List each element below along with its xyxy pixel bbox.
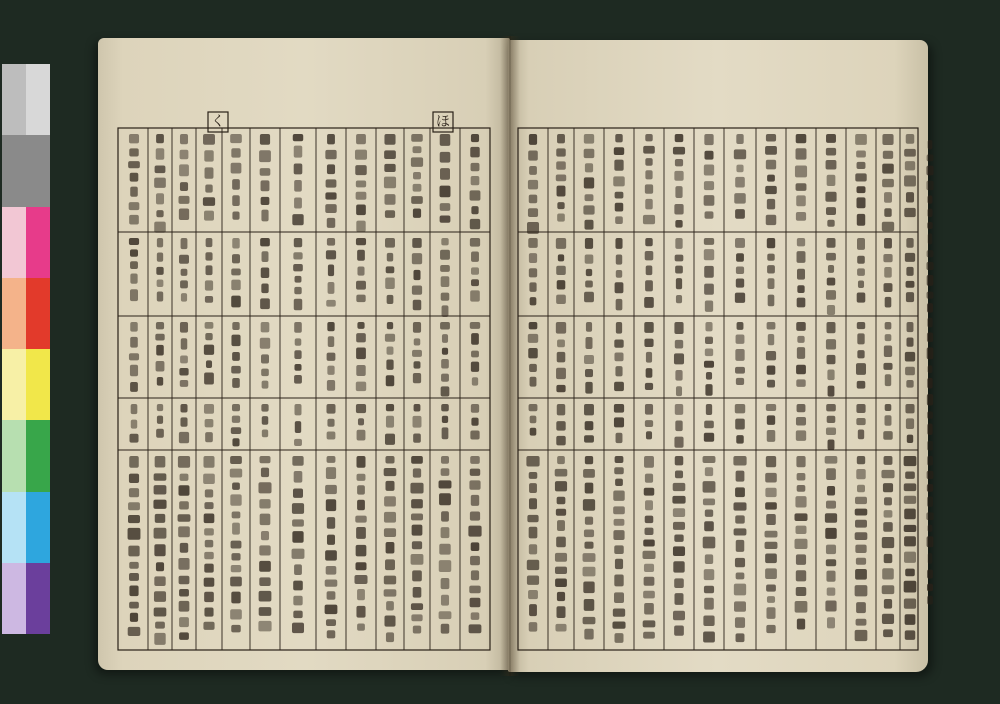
text-column-top	[704, 134, 715, 219]
text-column-band	[704, 322, 714, 396]
text-column-bottom	[855, 456, 868, 641]
text-column-bottom	[672, 456, 685, 636]
text-column-band	[857, 238, 866, 303]
text-column-band	[412, 322, 422, 383]
text-column-band	[556, 404, 565, 445]
text-column-top	[470, 134, 481, 229]
text-column-top	[643, 134, 655, 224]
text-column-bottom	[230, 456, 242, 632]
text-column-band	[412, 238, 422, 310]
text-column-band	[735, 404, 745, 444]
text-column-bottom	[825, 456, 838, 628]
text-column-band	[614, 404, 624, 443]
text-column-band	[231, 404, 241, 446]
text-column-band	[179, 322, 188, 387]
text-column-band	[293, 238, 303, 310]
text-column-band	[796, 404, 806, 441]
text-column-top	[325, 134, 336, 228]
text-column-band	[441, 404, 449, 439]
text-column-band	[674, 322, 684, 396]
text-column-band	[735, 238, 745, 303]
text-column-band	[327, 322, 336, 391]
text-column-band	[826, 322, 836, 397]
text-column-band	[584, 404, 594, 443]
text-column-band	[856, 322, 866, 389]
text-column-band	[156, 238, 163, 301]
text-column-band	[735, 322, 745, 385]
text-column-band	[129, 238, 139, 301]
text-column-top	[855, 134, 867, 226]
text-column-bottom	[583, 456, 596, 640]
text-column-bottom	[555, 456, 568, 631]
text-column-band	[556, 322, 566, 392]
text-column-bottom	[468, 456, 481, 633]
text-column-band	[470, 404, 479, 439]
text-column-band	[179, 238, 189, 302]
page-number-box-left: く	[211, 114, 225, 130]
text-column-bottom	[258, 456, 271, 631]
text-column-band	[766, 404, 776, 442]
text-column-band	[261, 404, 268, 437]
text-column-bottom	[203, 456, 215, 630]
text-column-band	[129, 404, 138, 443]
text-column-bottom	[904, 456, 917, 640]
text-column-top	[734, 134, 746, 219]
text-column-top	[259, 134, 271, 221]
text-column-bottom	[292, 456, 305, 633]
text-column-band	[470, 322, 480, 386]
text-column-bottom	[612, 456, 625, 643]
text-column-band	[294, 322, 302, 384]
text-column-band	[356, 322, 366, 391]
text-column-band	[674, 404, 683, 448]
text-column-band	[615, 238, 624, 310]
text-column-band	[644, 322, 653, 390]
text-column-bottom	[794, 456, 807, 630]
text-column-top	[411, 134, 423, 218]
text-column-band	[905, 404, 914, 443]
text-column-top	[795, 134, 807, 221]
text-column-top	[384, 134, 396, 218]
text-column-top	[583, 134, 594, 230]
text-column-band	[385, 238, 395, 304]
text-column-top	[355, 134, 367, 232]
text-column-band	[528, 322, 538, 387]
text-column-band	[179, 404, 189, 443]
text-column-band	[856, 404, 865, 439]
text-column-bottom	[439, 456, 452, 634]
text-column-band	[413, 404, 422, 443]
text-column-band	[584, 322, 594, 394]
text-column-band	[675, 238, 684, 303]
text-column-band	[766, 322, 776, 387]
text-column-band	[905, 238, 915, 302]
text-column-top	[292, 134, 303, 225]
text-column-bottom	[128, 456, 141, 636]
text-column-band	[529, 404, 538, 436]
text-column-bottom	[410, 456, 423, 633]
text-column-band	[440, 322, 450, 397]
text-column-top	[128, 134, 140, 225]
text-column-band	[440, 238, 450, 317]
text-column-bottom	[765, 456, 778, 633]
text-column-bottom	[178, 456, 191, 640]
text-column-band	[704, 238, 714, 312]
text-column-band	[385, 404, 395, 445]
text-column-band	[260, 238, 270, 309]
text-column-band	[231, 322, 241, 388]
text-column-band	[326, 238, 336, 307]
text-column-band	[883, 238, 892, 308]
text-column-band	[704, 404, 714, 442]
text-column-band	[644, 238, 654, 308]
text-column-bottom	[703, 456, 716, 642]
text-column-band	[556, 238, 566, 304]
text-column-band	[470, 238, 480, 302]
left-page-frame	[118, 128, 490, 650]
text-column-band	[155, 322, 164, 386]
text-column-bottom	[325, 456, 338, 638]
text-column-band	[797, 238, 806, 307]
text-column-top	[179, 134, 190, 220]
text-column-top	[825, 134, 836, 227]
text-column-bottom	[384, 456, 397, 642]
text-column-band	[356, 238, 366, 302]
text-column-band	[767, 238, 775, 306]
text-column-bottom	[643, 456, 656, 639]
text-column-band	[614, 322, 624, 391]
text-column-top	[556, 134, 566, 222]
text-column-band	[129, 322, 139, 392]
text-column-band	[584, 238, 594, 302]
text-column-band	[826, 238, 836, 315]
text-column-band	[645, 404, 653, 439]
text-column-top	[440, 134, 451, 223]
text-column-band	[883, 322, 892, 386]
text-column-band	[294, 404, 302, 446]
page-number-box-right: ほ	[436, 114, 450, 130]
text-column-top	[613, 134, 625, 224]
text-column-band	[528, 238, 537, 305]
text-column-band	[826, 404, 836, 450]
text-column-top	[673, 134, 685, 228]
text-column-bottom	[881, 456, 894, 637]
margin-note	[926, 140, 933, 604]
text-column-band	[204, 404, 214, 442]
text-column-top	[154, 134, 166, 233]
text-column-top	[203, 134, 215, 221]
text-column-top	[230, 134, 242, 220]
text-column-bottom	[526, 456, 539, 632]
text-column-top	[765, 134, 777, 225]
text-column-band	[905, 322, 915, 388]
text-column-band	[156, 404, 164, 438]
text-column-band	[883, 404, 892, 440]
text-column-band	[205, 238, 213, 303]
text-column-band	[326, 404, 335, 440]
text-column-band	[204, 322, 214, 384]
text-column-band	[260, 322, 270, 389]
text-column-bottom	[354, 456, 367, 631]
text-column-bottom	[733, 456, 746, 642]
text-column-top	[882, 134, 894, 231]
text-column-band	[796, 322, 806, 387]
text-column-band	[231, 238, 241, 307]
text-column-band	[385, 322, 395, 386]
text-column-top	[904, 134, 916, 217]
text-column-bottom	[153, 456, 166, 645]
text-column-band	[356, 404, 366, 441]
text-column-top	[527, 134, 539, 234]
